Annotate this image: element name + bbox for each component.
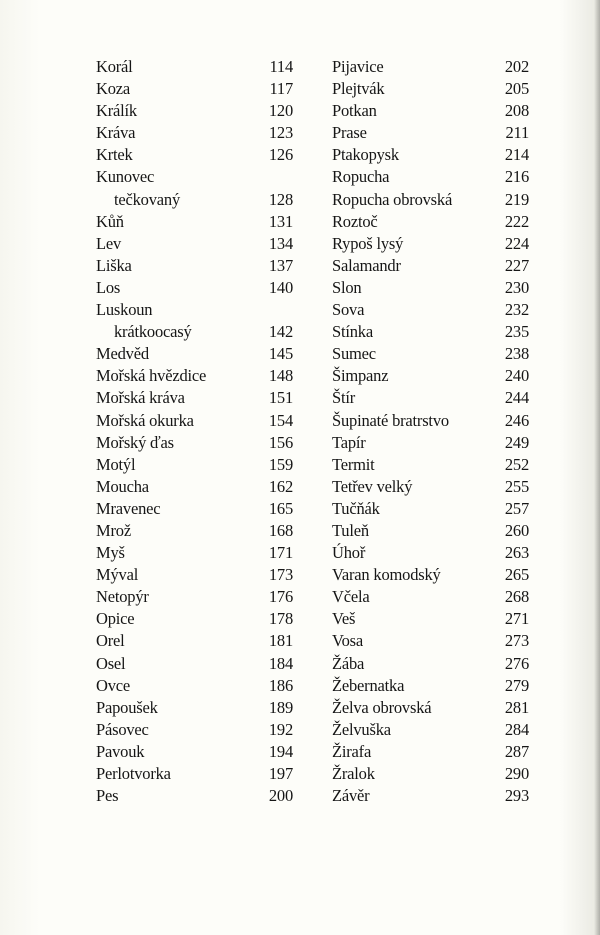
index-entry	[96, 299, 293, 321]
entry-name: Mravenec	[96, 498, 161, 518]
entry-page-number: 126	[268, 145, 293, 165]
entry-page-number: 168	[268, 520, 293, 540]
entry-page-number: 197	[268, 764, 293, 783]
entry-name: Šimpanz	[332, 366, 389, 386]
entry-page-number: 263	[504, 543, 529, 563]
entry-page-number: 148	[268, 366, 293, 386]
entry-name: Závěr	[332, 786, 370, 806]
entry-page-number: 114	[269, 57, 293, 76]
entry-name: Králík	[96, 101, 137, 121]
entry-name: Mořská kráva	[96, 388, 185, 408]
entry-page-number: 156	[268, 432, 293, 452]
entry-name: Prase	[332, 123, 367, 143]
index-entry	[96, 785, 293, 807]
index-entry	[332, 653, 529, 675]
entry-page-number: 219	[504, 189, 529, 209]
index-entry	[96, 56, 293, 78]
entry-page-number: 265	[504, 565, 529, 585]
index-entry	[96, 233, 293, 255]
entry-name: Žába	[332, 653, 365, 673]
entry-page-number: 194	[268, 741, 293, 761]
entry-name: Kráva	[96, 123, 136, 143]
entry-name: Tapír	[332, 432, 366, 452]
index-entry	[332, 741, 529, 763]
entry-page-number: 235	[504, 322, 529, 342]
entry-page-number: 171	[268, 543, 293, 563]
entry-page-number: 238	[504, 344, 529, 364]
entry-name: Mořská okurka	[96, 410, 194, 430]
index-entry	[332, 763, 529, 785]
index-entry	[332, 476, 529, 498]
index-entry	[332, 277, 529, 299]
entry-name: Ropucha	[332, 167, 390, 187]
index-entry	[332, 498, 529, 520]
index-entry	[96, 630, 293, 652]
entry-name: Motýl	[96, 454, 136, 474]
entry-name: Mořská hvězdice	[96, 366, 207, 386]
entry-name: Mrož	[96, 520, 131, 540]
entry-page-number: 151	[268, 388, 293, 408]
index-entry	[332, 630, 529, 652]
entry-page-number: 290	[504, 764, 529, 783]
entry-name: Krtek	[96, 145, 133, 165]
entry-name: Stínka	[332, 322, 373, 342]
index-entry	[332, 675, 529, 697]
index-entry	[332, 166, 529, 188]
entry-name: Opice	[96, 609, 135, 629]
entry-page-number: 159	[268, 454, 293, 474]
index-entry	[332, 520, 529, 542]
entry-name: Mýval	[96, 565, 139, 585]
entry-name: Kunovec	[96, 167, 155, 187]
entry-page-number: 120	[268, 101, 293, 121]
entry-name: Žebernatka	[332, 675, 405, 695]
index-entry	[96, 432, 293, 454]
index-entry	[96, 166, 293, 188]
entry-name: Pes	[96, 786, 119, 806]
entry-page-number: 205	[504, 79, 529, 99]
entry-name: Koza	[96, 79, 131, 99]
index-entry	[96, 542, 293, 564]
entry-name: Pijavice	[332, 57, 384, 76]
index-entry	[332, 564, 529, 586]
index-entry	[96, 653, 293, 675]
index-entry	[96, 697, 293, 719]
entry-page-number: 232	[504, 300, 529, 320]
entry-page-number: 273	[504, 631, 529, 651]
entry-page-number: 281	[504, 697, 529, 717]
entry-page-number: 227	[504, 255, 529, 275]
entry-page-number: 192	[268, 719, 293, 739]
entry-page-number: 200	[268, 786, 293, 806]
entry-name: Ovce	[96, 675, 131, 695]
index-entry	[332, 785, 529, 807]
index-entry	[332, 233, 529, 255]
entry-name: Štír	[332, 388, 356, 408]
entry-name: Šupinaté bratrstvo	[332, 410, 449, 430]
index-entry	[332, 144, 529, 166]
index-entry	[96, 454, 293, 476]
entry-page-number: 181	[268, 631, 293, 651]
entry-name: Kůň	[96, 211, 124, 231]
index-entry	[332, 697, 529, 719]
index-column-right	[332, 56, 529, 807]
index-entry	[96, 144, 293, 166]
entry-name: Medvěd	[96, 344, 149, 364]
entry-name: Luskoun	[96, 300, 153, 320]
entry-name: Myš	[96, 543, 125, 563]
entry-page-number: 145	[268, 344, 293, 364]
entry-page-number: 142	[268, 322, 293, 342]
page-edge-shadow	[594, 0, 600, 935]
entry-page-number: 230	[504, 277, 529, 297]
entry-name: Potkan	[332, 101, 377, 121]
entry-page-number: 202	[504, 57, 529, 76]
index-entry	[332, 100, 529, 122]
entry-name: Ropucha obrovská	[332, 189, 453, 209]
entry-name: krátkoocasý	[114, 322, 192, 342]
entry-name: Rypoš lysý	[332, 233, 404, 253]
entry-page-number: 287	[504, 741, 529, 761]
entry-page-number: 244	[504, 388, 529, 408]
entry-page-number: 176	[268, 587, 293, 607]
entry-page-number: 211	[505, 123, 529, 143]
entry-name: Tučňák	[332, 498, 380, 518]
index-entry	[332, 454, 529, 476]
entry-name: Želvuška	[332, 719, 391, 739]
entry-name: Varan komodský	[332, 565, 441, 585]
entry-page-number: 208	[504, 101, 529, 121]
entry-name: Liška	[96, 255, 132, 275]
entry-page-number: 137	[268, 255, 293, 275]
index-entry	[332, 343, 529, 365]
entry-page-number: 246	[504, 410, 529, 430]
entry-page-number: 117	[269, 79, 293, 99]
entry-name: Orel	[96, 631, 125, 651]
entry-page-number: 252	[504, 454, 529, 474]
entry-page-number: 123	[268, 123, 293, 143]
entry-name: Roztoč	[332, 211, 378, 231]
index-entry	[96, 100, 293, 122]
index-entry	[332, 365, 529, 387]
entry-page-number: 279	[504, 675, 529, 695]
index-entry	[96, 365, 293, 387]
entry-name: Želva obrovská	[332, 697, 432, 717]
entry-name: Papoušek	[96, 697, 158, 717]
entry-page-number: 178	[268, 609, 293, 629]
index-entry	[96, 255, 293, 277]
index-entry	[96, 387, 293, 409]
entry-page-number: 224	[504, 233, 529, 253]
entry-name: Perlotvorka	[96, 764, 171, 783]
entry-page-number: 165	[268, 498, 293, 518]
entry-name: Vosa	[332, 631, 363, 651]
entry-name: Pásovec	[96, 719, 149, 739]
index-entry	[96, 520, 293, 542]
index-entry	[96, 78, 293, 100]
index-entry	[332, 56, 529, 78]
entry-page-number: 216	[504, 167, 529, 187]
index-entry	[332, 122, 529, 144]
index-entry	[332, 189, 529, 211]
entry-name: Žirafa	[332, 741, 372, 761]
entry-name: Osel	[96, 653, 126, 673]
entry-page-number: 128	[268, 189, 293, 209]
entry-page-number: 260	[504, 520, 529, 540]
entry-name: Los	[96, 277, 121, 297]
index-entry	[96, 763, 293, 785]
index-entry	[96, 211, 293, 233]
index-entry	[96, 122, 293, 144]
entry-name: Plejtvák	[332, 79, 385, 99]
entry-name: Moucha	[96, 476, 149, 496]
index-entry	[96, 498, 293, 520]
entry-page-number: 293	[504, 786, 529, 806]
entry-page-number: 131	[268, 211, 293, 231]
entry-name: Úhoř	[332, 543, 366, 563]
index-entry	[96, 277, 293, 299]
index-entry	[96, 343, 293, 365]
index-entry	[96, 189, 293, 211]
entry-page-number: 154	[268, 410, 293, 430]
index-entry	[332, 432, 529, 454]
entry-name: Lev	[96, 233, 122, 253]
index-entry	[332, 542, 529, 564]
index-entry	[96, 321, 293, 343]
entry-page-number: 249	[504, 432, 529, 452]
entry-name: Korál	[96, 57, 133, 76]
entry-page-number: 255	[504, 476, 529, 496]
index-entry	[96, 476, 293, 498]
entry-page-number: 268	[504, 587, 529, 607]
entry-page-number: 134	[268, 233, 293, 253]
entry-name: Ptakopysk	[332, 145, 399, 165]
entry-page-number: 222	[504, 211, 529, 231]
entry-name: Termit	[332, 454, 375, 474]
index-entry	[332, 211, 529, 233]
index-entry	[332, 586, 529, 608]
entry-name: Sova	[332, 300, 365, 320]
entry-page-number: 214	[504, 145, 529, 165]
entry-page-number: 186	[268, 675, 293, 695]
entry-page-number: 276	[504, 653, 529, 673]
entry-name: Mořský ďas	[96, 432, 174, 452]
index-entry	[96, 564, 293, 586]
index-entry	[332, 255, 529, 277]
entry-name: Včela	[332, 587, 370, 607]
entry-name: Slon	[332, 277, 362, 297]
index-entry	[332, 387, 529, 409]
entry-name: Veš	[332, 609, 356, 629]
entry-name: Tetřev velký	[332, 476, 413, 496]
entry-page-number: 284	[504, 719, 529, 739]
entry-name: Sumec	[332, 344, 376, 364]
entry-name: Pavouk	[96, 741, 145, 761]
entry-page-number: 173	[268, 565, 293, 585]
entry-page-number: 257	[504, 498, 529, 518]
index-entry	[96, 675, 293, 697]
index-entry	[332, 299, 529, 321]
entry-name: Tuleň	[332, 520, 369, 540]
entry-name: Žralok	[332, 764, 375, 783]
index-entry	[96, 741, 293, 763]
entry-page-number: 184	[268, 653, 293, 673]
index-entry	[96, 410, 293, 432]
entry-page-number: 140	[268, 277, 293, 297]
index-entry	[332, 410, 529, 432]
index-entry	[96, 719, 293, 741]
entry-name: Salamandr	[332, 255, 401, 275]
entry-page-number: 271	[504, 609, 529, 629]
index-entry	[332, 78, 529, 100]
index-entry	[96, 608, 293, 630]
index-entry	[96, 586, 293, 608]
index-column-left	[96, 56, 293, 807]
index-entry	[332, 608, 529, 630]
entry-name: tečkovaný	[114, 189, 181, 209]
entry-page-number: 189	[268, 697, 293, 717]
index-entry	[332, 719, 529, 741]
entry-page-number: 162	[268, 476, 293, 496]
entry-page-number: 240	[504, 366, 529, 386]
index-entry	[332, 321, 529, 343]
entry-name: Netopýr	[96, 587, 149, 607]
